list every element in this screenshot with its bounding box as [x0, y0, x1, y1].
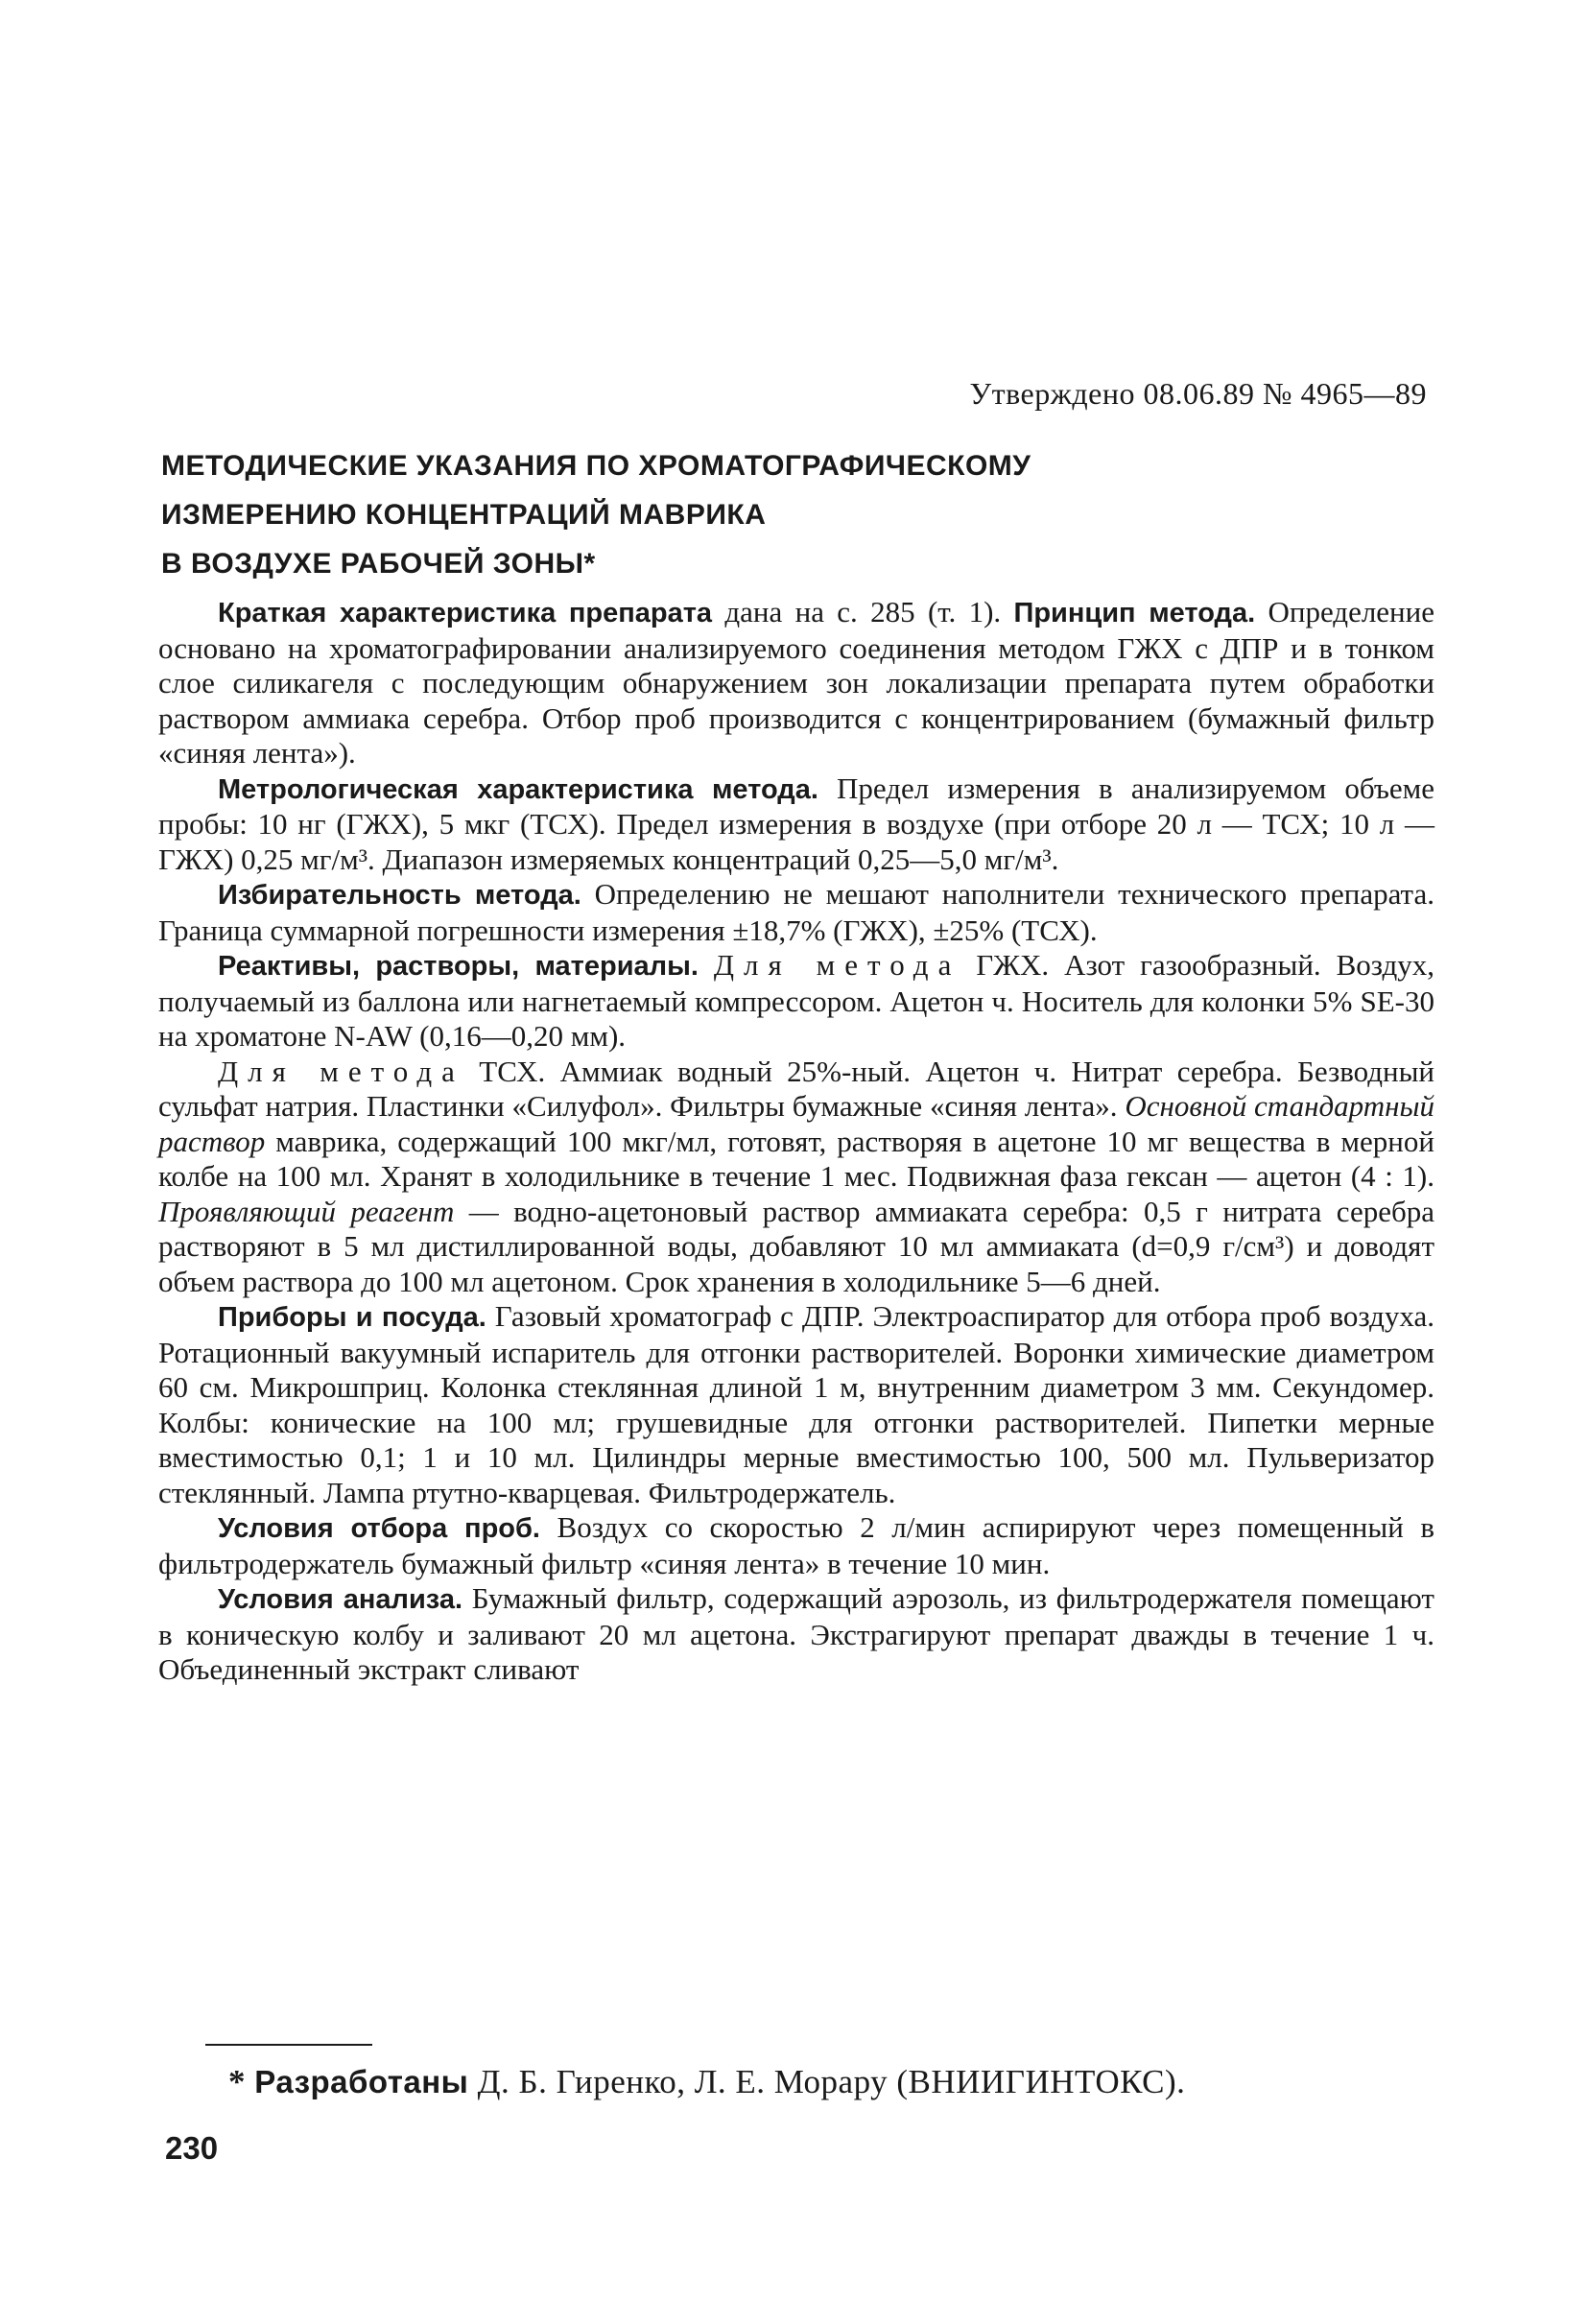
- footnote-divider: [205, 2044, 372, 2046]
- principle-text: Определение основано на хроматографировании анализируемого соединения методом ГЖХ с ДПР и в тонком слое силикагеля с последующим обнаружением зон локализации препарата путем обработки раствором аммиака серебра. Отбор проб производится с концентрированием (бумажный фильтр «синяя лента»).: [158, 595, 1434, 770]
- title-line-2: ИЗМЕРЕНИЮ КОНЦЕНТРАЦИЙ МАВРИКА: [161, 499, 767, 531]
- paragraph-reagents-gc: [158, 948, 1434, 1055]
- brief-text: дана на с. 285 (т. 1).: [712, 595, 1014, 628]
- tlc-method-spaced: Для метода: [218, 1054, 464, 1088]
- paragraph-analysis: [158, 1581, 1434, 1688]
- brief-label: Краткая характеристика препарата: [218, 598, 713, 628]
- footnote-text: Д. Б. Гиренко, Л. Е. Морару (ВНИИГИНТОКС).: [468, 2063, 1186, 2100]
- paragraph-selectivity: [158, 877, 1434, 948]
- standard-solution-term: Основной стандартный раствор: [158, 1089, 1434, 1158]
- analysis-text: Бумажный фильтр, содержащий аэрозоль, из фильтродержателя помещают в коническую колбу и заливают 20 мл ацетона. Экстрагируют препарат дважды в течение 1 ч. Объединенный экстракт сливают: [158, 1581, 1434, 1686]
- title-line-3: В ВОЗДУХЕ РАБОЧЕЙ ЗОНЫ*: [161, 548, 596, 580]
- instruments-text: Газовый хроматограф с ДПР. Электроаспиратор для отбора проб воздуха. Ротационный вакуумный испаритель для отгонки растворителей. Воронки химические диаметром 60 см. Микрошприц. Колонка стеклянная длиной 1 м, внутренним диаметром 3 мм. Секундомер. Колбы: конические на 100 мл; грушевидные для отгонки растворителей. Пипетки мерные вместимостью 0,1; 1 и 10 мл. Цилиндры мерные вместимостью 100, 500 мл. Пульверизатор стеклянный. Лампа ртутно-кварцевая. Фильтродержатель.: [158, 1299, 1434, 1509]
- paragraph-instruments: [158, 1299, 1434, 1510]
- reagents-tlc-text-1: ТСХ. Аммиак водный 25%-ный. Ацетон ч. Нитрат серебра. Безводный сульфат натрия. Пластинки «Силуфол». Фильтры бумажные «синяя лента».: [158, 1054, 1435, 1123]
- title-line-1: МЕТОДИЧЕСКИЕ УКАЗАНИЯ ПО ХРОМАТОГРАФИЧЕСКОМУ: [161, 450, 1031, 482]
- paragraph-sampling: [158, 1510, 1434, 1581]
- instruments-label: Приборы и посуда.: [218, 1302, 486, 1333]
- paragraph-reagents-tlc: [158, 1055, 1434, 1300]
- gc-method-spaced: Для метода: [713, 948, 961, 982]
- selectivity-text: Определению не мешают наполнители технического препарата. Граница суммарной погрешности измерения ±18,7% (ГЖХ), ±25% (ТСХ).: [158, 877, 1434, 947]
- sampling-text: Воздух со скоростью 2 л/мин аспирируют через помещенный в фильтродержатель бумажный фильтр «синяя лента» в течение 10 мин.: [158, 1510, 1435, 1580]
- analysis-label: Условия анализа.: [218, 1584, 463, 1615]
- footnote-label: Разработаны: [254, 2064, 469, 2099]
- sampling-label: Условия отбора проб.: [218, 1513, 540, 1544]
- metrology-label: Метрологическая характеристика метода.: [218, 773, 818, 805]
- paragraph-metrology: [158, 771, 1434, 878]
- footnote: [228, 2063, 1185, 2101]
- footnote-star: *: [228, 2063, 246, 2100]
- metrology-text: Предел измерения в анализируемом объеме пробы: 10 нг (ГЖХ), 5 мкг (ТСХ). Предел измерения в воздухе (при отборе 20 л — ТСХ; 10 л — ГЖХ) 0,25 мг/м³. Диапазон измеряемых концентраций 0,25—5,0 мг/м³.: [158, 771, 1434, 876]
- reagents-label: Реактивы, растворы, материалы.: [218, 951, 699, 982]
- document-title: [161, 441, 1217, 588]
- selectivity-label: Избирательность метода.: [218, 880, 581, 911]
- page-number: 230: [165, 2130, 219, 2166]
- principle-label: Принцип метода.: [1013, 598, 1256, 628]
- reagents-tlc-text-2: маврика, содержащий 100 мкг/мл, готовят, растворяя в ацетоне 10 мг вещества в мерной колбе на 100 мл. Хранят в холодильнике в течение 1 мес. Подвижная фаза гексан — ацетон (4 : 1).: [158, 1124, 1434, 1193]
- document-body: [158, 595, 1434, 1688]
- reagents-tlc-text-3: — водно-ацетоновый раствор аммиаката серебра: 0,5 г нитрата серебра растворяют в 5 мл дистиллированной воды, добавляют 10 мл аммиаката (d=0,9 г/см³) и доводят объем раствора до 100 мл ацетоном. Срок хранения в холодильнике 5—6 дней.: [158, 1194, 1434, 1298]
- approval-line: Утверждено 08.06.89 № 4965—89: [969, 376, 1427, 411]
- paragraph-brief: [158, 595, 1434, 771]
- developing-reagent-term: Проявляющий реагент: [158, 1194, 455, 1228]
- reagents-gc-text: ГЖХ. Азот газообразный. Воздух, получаемый из баллона или нагнетаемый компрессором. Ацетон ч. Носитель для колонки 5% SE-30 на хроматоне N-AW (0,16—0,20 мм).: [158, 948, 1435, 1053]
